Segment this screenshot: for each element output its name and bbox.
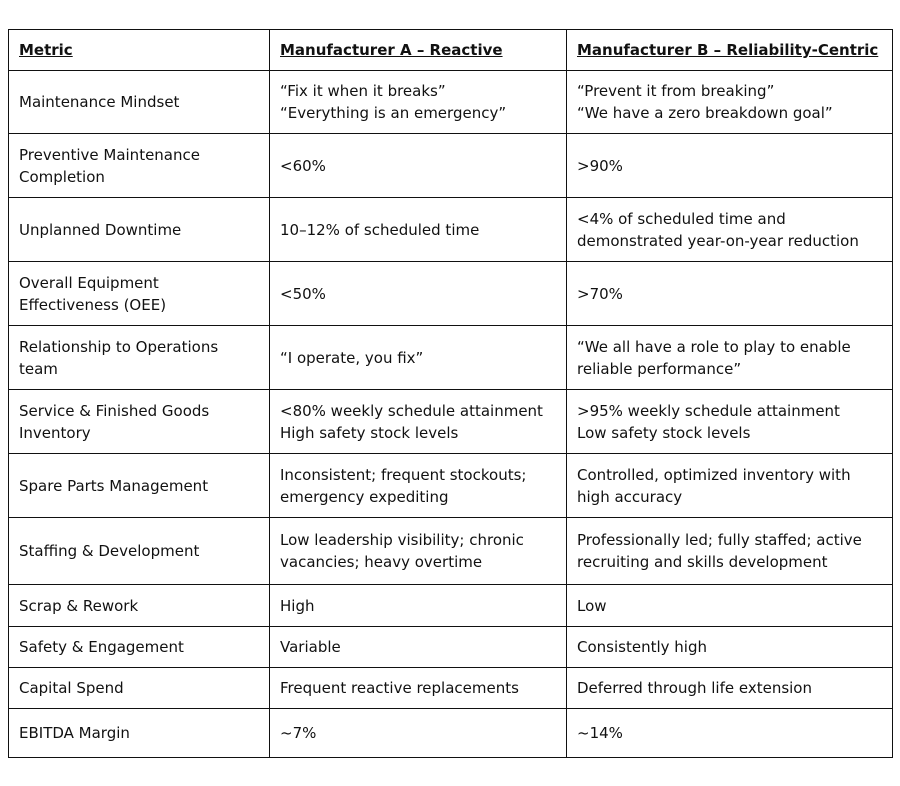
- manufacturer-b-cell: [567, 518, 893, 585]
- table-row: [9, 134, 893, 198]
- cell-line: High safety stock levels: [280, 423, 459, 442]
- cell-line: >70%: [577, 284, 623, 303]
- cell-line: Low: [577, 596, 607, 615]
- metric-cell: EBITDA Margin: [9, 709, 270, 758]
- cell-line: <80% weekly schedule attainment: [280, 401, 543, 420]
- cell-line: “Prevent it from breaking”: [577, 82, 775, 100]
- metric-cell: Capital Spend: [9, 668, 270, 709]
- table-row: [9, 627, 893, 668]
- manufacturer-b-cell: [567, 454, 893, 518]
- table-row: [9, 585, 893, 627]
- metric-cell: Preventive Maintenance Completion: [9, 134, 270, 198]
- cell-line: Frequent reactive replacements: [280, 679, 519, 697]
- metric-cell: Scrap & Rework: [9, 585, 270, 627]
- cell-line: Low leadership visibility; chronic vacancies; heavy overtime: [280, 531, 524, 571]
- cell-line: “We have a zero breakdown goal”: [577, 104, 833, 122]
- cell-line: Variable: [280, 638, 341, 656]
- manufacturer-a-cell: [270, 198, 567, 262]
- cell-line: Low safety stock levels: [577, 423, 751, 442]
- cell-line: “I operate, you fix”: [280, 348, 424, 367]
- cell-line: Inconsistent; frequent stockouts; emergency expediting: [280, 465, 527, 506]
- manufacturer-b-cell: [567, 134, 893, 198]
- manufacturer-b-cell: [567, 326, 893, 390]
- table-row: [9, 390, 893, 454]
- cell-line: ~14%: [577, 724, 623, 742]
- cell-line: <60%: [280, 156, 326, 175]
- manufacturer-a-cell: [270, 518, 567, 585]
- metric-cell: Overall Equipment Effectiveness (OEE): [9, 262, 270, 326]
- manufacturer-a-cell: [270, 668, 567, 709]
- comparison-table: [8, 29, 893, 758]
- cell-line: <50%: [280, 284, 326, 303]
- metric-cell: Maintenance Mindset: [9, 71, 270, 134]
- table-body: [9, 71, 893, 758]
- metric-cell: Staffing & Development: [9, 518, 270, 585]
- cell-line: Professionally led; fully staffed; active recruiting and skills development: [577, 531, 862, 571]
- cell-line: High: [280, 596, 315, 615]
- table-row: [9, 326, 893, 390]
- header-manufacturer-b: Manufacturer B – Reliability-Centric: [567, 30, 893, 71]
- table-row: [9, 198, 893, 262]
- manufacturer-a-cell: [270, 390, 567, 454]
- manufacturer-b-cell: [567, 262, 893, 326]
- metric-cell: Safety & Engagement: [9, 627, 270, 668]
- cell-line: >90%: [577, 156, 623, 175]
- cell-line: ~7%: [280, 724, 317, 742]
- cell-line: “We all have a role to play to enable reliable performance”: [577, 337, 851, 378]
- manufacturer-b-cell: [567, 585, 893, 627]
- table-row: [9, 518, 893, 585]
- metric-cell: Service & Finished Goods Inventory: [9, 390, 270, 454]
- manufacturer-a-cell: [270, 627, 567, 668]
- cell-line: Deferred through life extension: [577, 679, 812, 697]
- table-row: [9, 668, 893, 709]
- manufacturer-a-cell: [270, 71, 567, 134]
- manufacturer-a-cell: [270, 262, 567, 326]
- cell-line: 10–12% of scheduled time: [280, 220, 480, 239]
- metric-cell: Relationship to Operations team: [9, 326, 270, 390]
- manufacturer-a-cell: [270, 134, 567, 198]
- header-row: [9, 30, 893, 71]
- table-row: [9, 262, 893, 326]
- table-row: [9, 454, 893, 518]
- manufacturer-a-cell: [270, 585, 567, 627]
- cell-line: “Everything is an emergency”: [280, 104, 507, 122]
- header-metric: Metric: [9, 30, 270, 71]
- manufacturer-b-cell: [567, 709, 893, 758]
- cell-line: >95% weekly schedule attainment: [577, 401, 840, 420]
- manufacturer-b-cell: [567, 668, 893, 709]
- metric-cell: Unplanned Downtime: [9, 198, 270, 262]
- manufacturer-b-cell: [567, 390, 893, 454]
- cell-line: Consistently high: [577, 638, 707, 656]
- manufacturer-a-cell: [270, 454, 567, 518]
- header-manufacturer-a: Manufacturer A – Reactive: [270, 30, 567, 71]
- table-row: [9, 709, 893, 758]
- manufacturer-b-cell: [567, 71, 893, 134]
- cell-line: Controlled, optimized inventory with high accuracy: [577, 465, 851, 506]
- manufacturer-a-cell: [270, 326, 567, 390]
- metric-cell: Spare Parts Management: [9, 454, 270, 518]
- manufacturer-a-cell: [270, 709, 567, 758]
- cell-line: <4% of scheduled time and demonstrated year-on-year reduction: [577, 209, 859, 250]
- manufacturer-b-cell: [567, 198, 893, 262]
- cell-line: “Fix it when it breaks”: [280, 82, 446, 100]
- manufacturer-b-cell: [567, 627, 893, 668]
- table-row: [9, 71, 893, 134]
